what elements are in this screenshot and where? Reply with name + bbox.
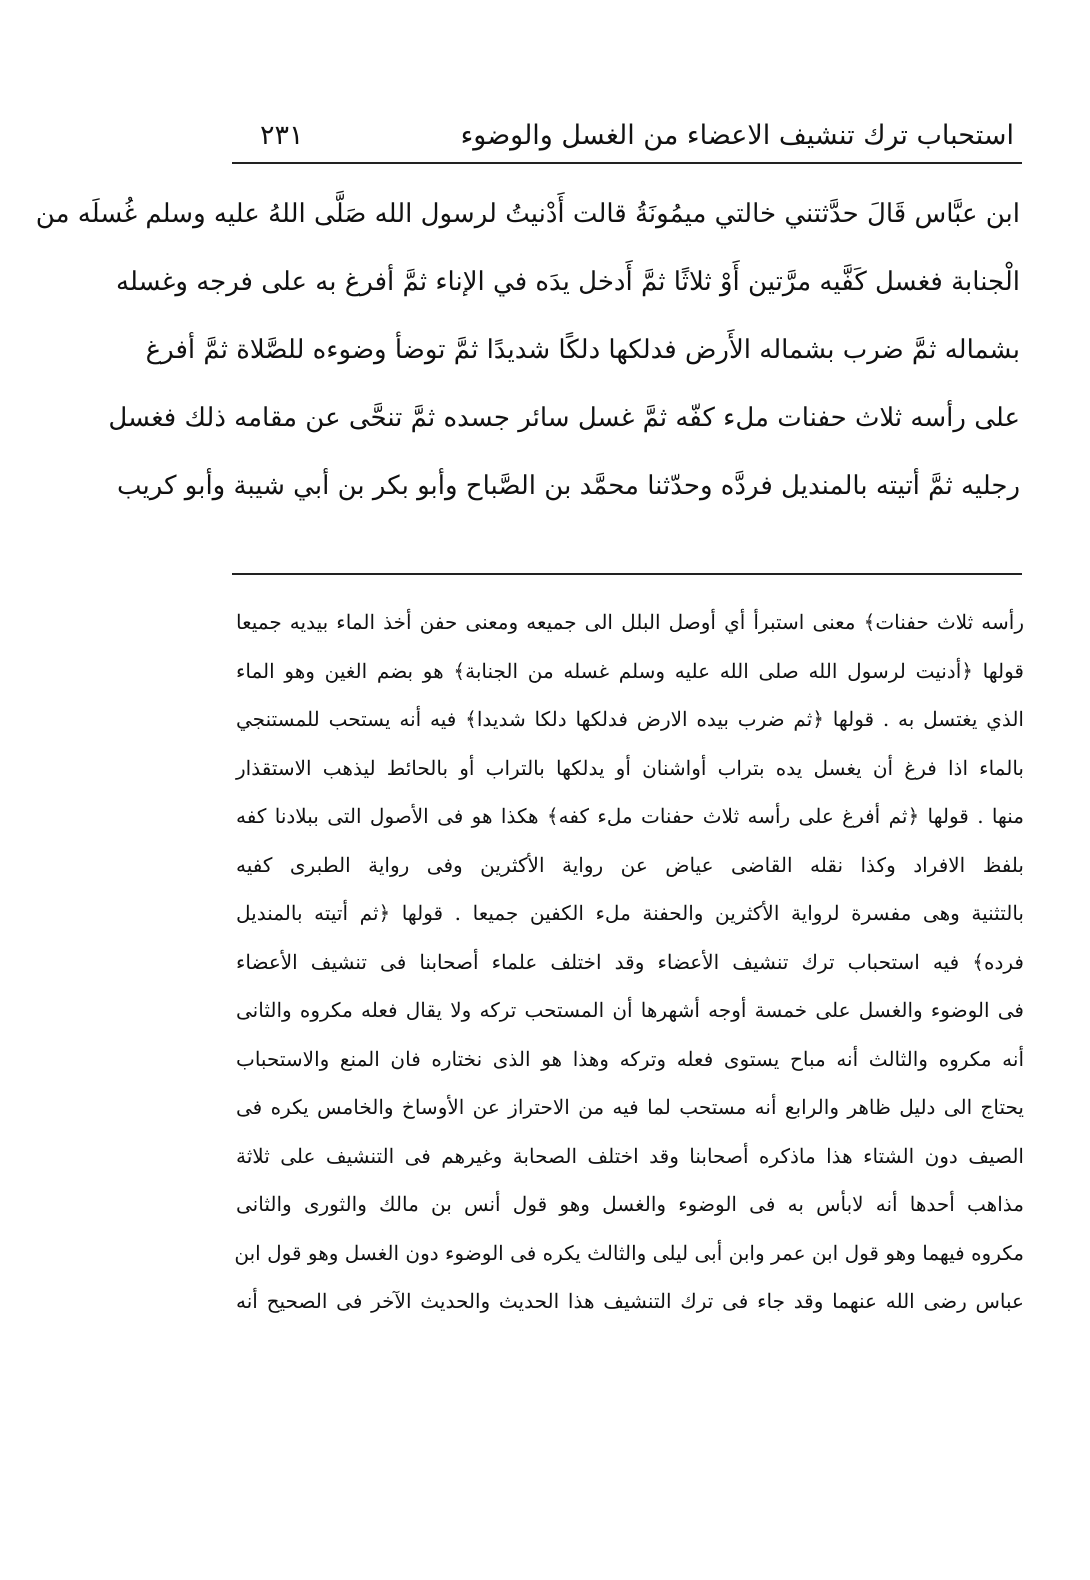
hadith-line: الْجنابة فغسل كَفَّيه مرَّتين أَوْ ثلاثًا ثمَّ أَدخل يدَه في الإناء ثمَّ أفرغ به على فرجه وغسله [116, 267, 1020, 297]
commentary-line: رأسه ثلاث حفنات﴾ معنى استبرأ أي أوصل البلل الى جميعه ومعنى حفن أخذ الماء بيديه جميعا [236, 610, 1024, 634]
hadith-line: على رأسه ثلاث حفنات ملء كفّه ثمَّ غسل سائر جسده ثمَّ تنحَّى عن مقامه ذلك فغسل [108, 403, 1020, 433]
section-divider [232, 573, 1022, 575]
page-number: ٢٣١ [260, 120, 304, 151]
hadith-line: رجليه ثمَّ أتيته بالمنديل فردَّه وحدّثنا محمَّد بن الصَّباح وأبو بكر بن أبي شيبة وأبو كريب [117, 471, 1020, 501]
commentary-line: عباس رضى الله عنهما وقد جاء فى ترك التنشيف هذا الحديث والحديث الآخر فى الصحيح أنه [236, 1289, 1024, 1313]
commentary-line: قولها ﴿أدنيت لرسول الله صلى الله عليه وسلم غسله من الجنابة﴾ هو بضم الغين وهو الماء [236, 658, 1024, 683]
commentary-line: فى الوضوء والغسل على خمسة أوجه أشهرها أن المستحب تركه ولا يقال فعله مكروه والثانى [236, 998, 1024, 1022]
chapter-title: استحباب ترك تنشيف الاعضاء من الغسل والوضوء [460, 120, 1014, 151]
commentary-line: بلفظ الافراد وكذا نقله القاضى عياض عن رواية الأكثرين وفى رواية الطبرى كفيه [236, 852, 1024, 877]
commentary-line: بالماء اذا فرغ أن يغسل يده بتراب أواشنان أو يدلكها بالتراب أو بالحائط ليذهب الاستقذار [236, 755, 1024, 780]
commentary-text [236, 598, 1024, 1326]
commentary-line: يحتاج الى دليل ظاهر والرابع أنه مستحب لما فيه من الاحتراز عن الأوساخ والخامس يكره فى [236, 1095, 1024, 1119]
running-header [236, 116, 1026, 156]
header-rule [232, 162, 1022, 164]
commentary-line: الذي يغتسل به . قولها ﴿ثم ضرب بيده الارض فدلكها دلكا شديدا﴾ فيه أنه يستحب للمستنجي [236, 707, 1024, 731]
commentary-line: أنه مكروه والثالث أنه مباح يستوى فعله وتركه وهذا هو الذى نختاره فان المنع والاستحباب [236, 1046, 1024, 1071]
hadith-text [35, 180, 1020, 520]
hadith-line: بشماله ثمَّ ضرب بشماله الأَرض فدلكها دلكًا شديدًا ثمَّ توضأ وضوءه للصَّلاة ثمَّ أفرغ [145, 335, 1020, 365]
commentary-line: الصيف دون الشتاء هذا ماذكره أصحابنا وقد اختلف الصحابة وغيرهم فى التنشيف على ثلاثة [236, 1143, 1024, 1168]
commentary-line: مكروه فيهما وهو قول ابن عمر وابن أبى ليلى والثالث يكره فى الوضوء دون الغسل وهو قول ابن [234, 1240, 1024, 1265]
commentary-line: منها . قولها ﴿ثم أفرغ على رأسه ثلاث حفنات ملء كفه﴾ هكذا هو فى الأصول التى ببلادنا كفه [236, 804, 1024, 828]
commentary-line: بالتثنية وهى مفسرة لرواية الأكثرين والحفنة ملء الكفين جميعا . قولها ﴿ثم أتيته بالمنديل [236, 901, 1024, 925]
commentary-line: مذاهب أحدها أنه لابأس به فى الوضوء والغسل وهو قول أنس بن مالك والثورى والثانى [236, 1192, 1024, 1216]
commentary-line: فرده﴾ فيه استحباب ترك تنشيف الأعضاء وقد اختلف علماء أصحابنا فى تنشيف الأعضاء [236, 949, 1024, 974]
hadith-line: ابن عبَّاس قَالَ حدَّثتني خالتي ميمُونَةُ قالت أَدْنيتُ لرسول الله صَلَّى اللهُ عليه وسلم غُسلَه من [35, 199, 1020, 229]
